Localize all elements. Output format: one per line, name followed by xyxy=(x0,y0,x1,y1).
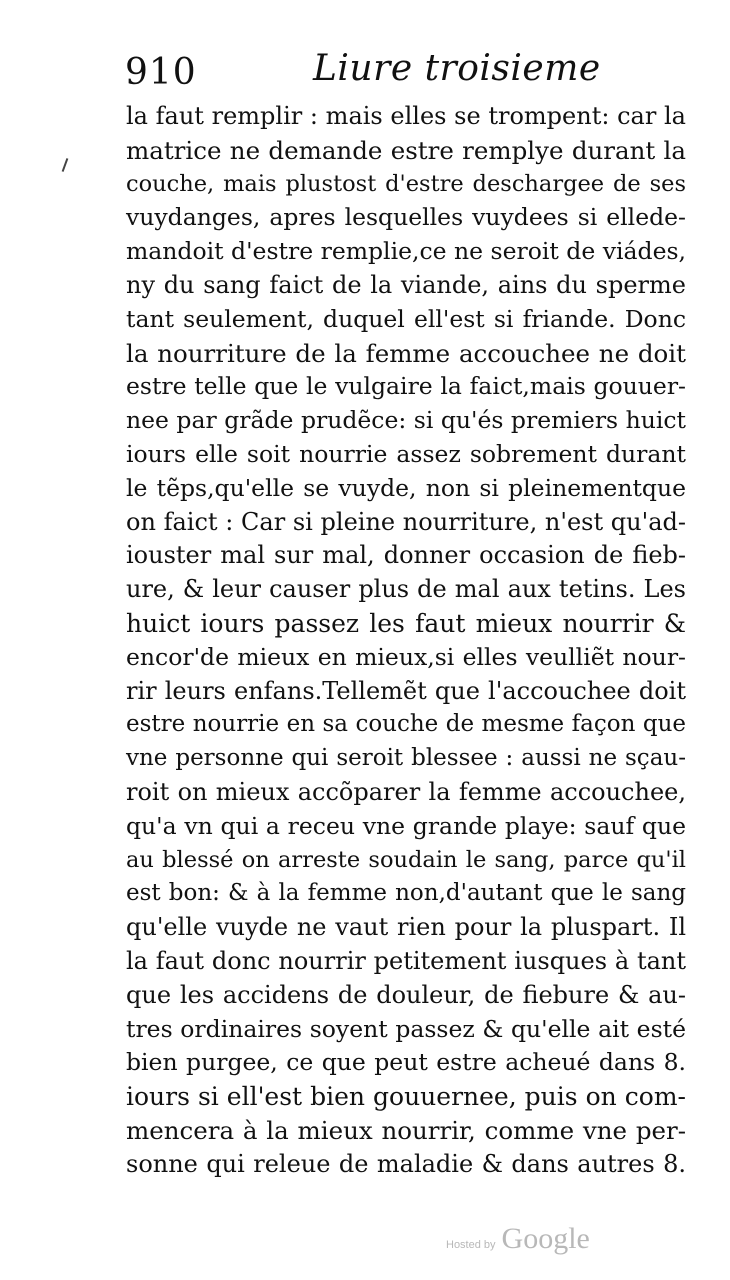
text-line: rir leurs enfans.Tellemẽt que l'accouchee doit xyxy=(126,676,686,705)
text-line: que les accidens de douleur, de fiebure & au- xyxy=(126,980,686,1009)
text-line: tres ordinaires soyent passez & qu'elle ait esté xyxy=(126,1014,686,1043)
text-line: ure, & leur causer plus de mal aux tetins. Les xyxy=(126,575,686,604)
text-line: la nourriture de la femme accouchee ne doit xyxy=(126,338,686,368)
text-line: nee par grãde prudẽce: si qu'és premiers huict xyxy=(126,406,686,435)
google-watermark xyxy=(446,1222,590,1256)
body-text xyxy=(126,100,686,1182)
text-line: qu'a vn qui a receu vne grande playe: sauf que xyxy=(126,811,686,840)
running-head: Liure troisieme xyxy=(313,48,601,89)
text-line: encor'de mieux en mieux,si elles veulliẽt nour- xyxy=(126,642,686,671)
text-line: vuydanges, apres lesquelles vuydees si ellede- xyxy=(126,203,686,232)
watermark-hosted-by: Hosted by xyxy=(446,1239,496,1251)
text-line: qu'elle vuyde ne vaut rien pour la pluspart. Il xyxy=(126,913,686,942)
text-line: estre nourrie en sa couche de mesme façon que xyxy=(126,711,686,738)
text-line: vne personne qui seroit blessee : aussi ne sçau- xyxy=(126,745,686,772)
text-line: la faut donc nourrir petitement iusques à tant xyxy=(126,946,686,975)
text-line: estre telle que le vulgaire la faict,mais gouuer- xyxy=(126,372,686,401)
text-line: huict iours passez les faut mieux nourrir & xyxy=(126,608,686,638)
text-line: mencera à la mieux nourrir, comme vne per- xyxy=(126,1115,686,1145)
text-line: tant seulement, duquel ell'est si friande. Donc xyxy=(126,304,686,333)
page-header xyxy=(125,48,685,108)
text-line: sonne qui releue de maladie & dans autres 8. xyxy=(126,1149,686,1178)
page-number: 910 xyxy=(125,52,197,93)
text-line: mandoit d'estre remplie,ce ne seroit de viádes, xyxy=(126,237,686,266)
text-line: matrice ne demande estre remplye durant la xyxy=(126,135,686,165)
text-line: iours si ell'est bien gouuernee, puis on com- xyxy=(126,1082,686,1112)
text-line: iours elle soit nourrie assez sobrement durant xyxy=(126,439,686,468)
margin-mark xyxy=(62,158,69,172)
text-line: roit on mieux accõparer la femme accouchee, xyxy=(126,777,686,806)
text-line: couche, mais plustost d'estre deschargee de ses xyxy=(126,170,686,197)
text-line: au blessé on arreste soudain le sang, parce qu'il xyxy=(126,846,686,873)
text-line: le tẽps,qu'elle se vuyde, non si pleinementque xyxy=(126,473,686,502)
text-line: on faict : Car si pleine nourriture, n'est qu'ad- xyxy=(126,507,686,536)
text-line: la faut remplir : mais elles se trompent: car la xyxy=(126,102,686,130)
text-line: est bon: & à la femme non,d'autant que le sang xyxy=(126,880,686,907)
watermark-google-logo: Google xyxy=(501,1222,590,1255)
text-line: ny du sang faict de la viande, ains du sperme xyxy=(126,270,686,299)
text-line: bien purgee, ce que peut estre acheué dans 8. xyxy=(126,1048,686,1077)
text-line: iouster mal sur mal, donner occasion de fieb- xyxy=(126,541,686,570)
